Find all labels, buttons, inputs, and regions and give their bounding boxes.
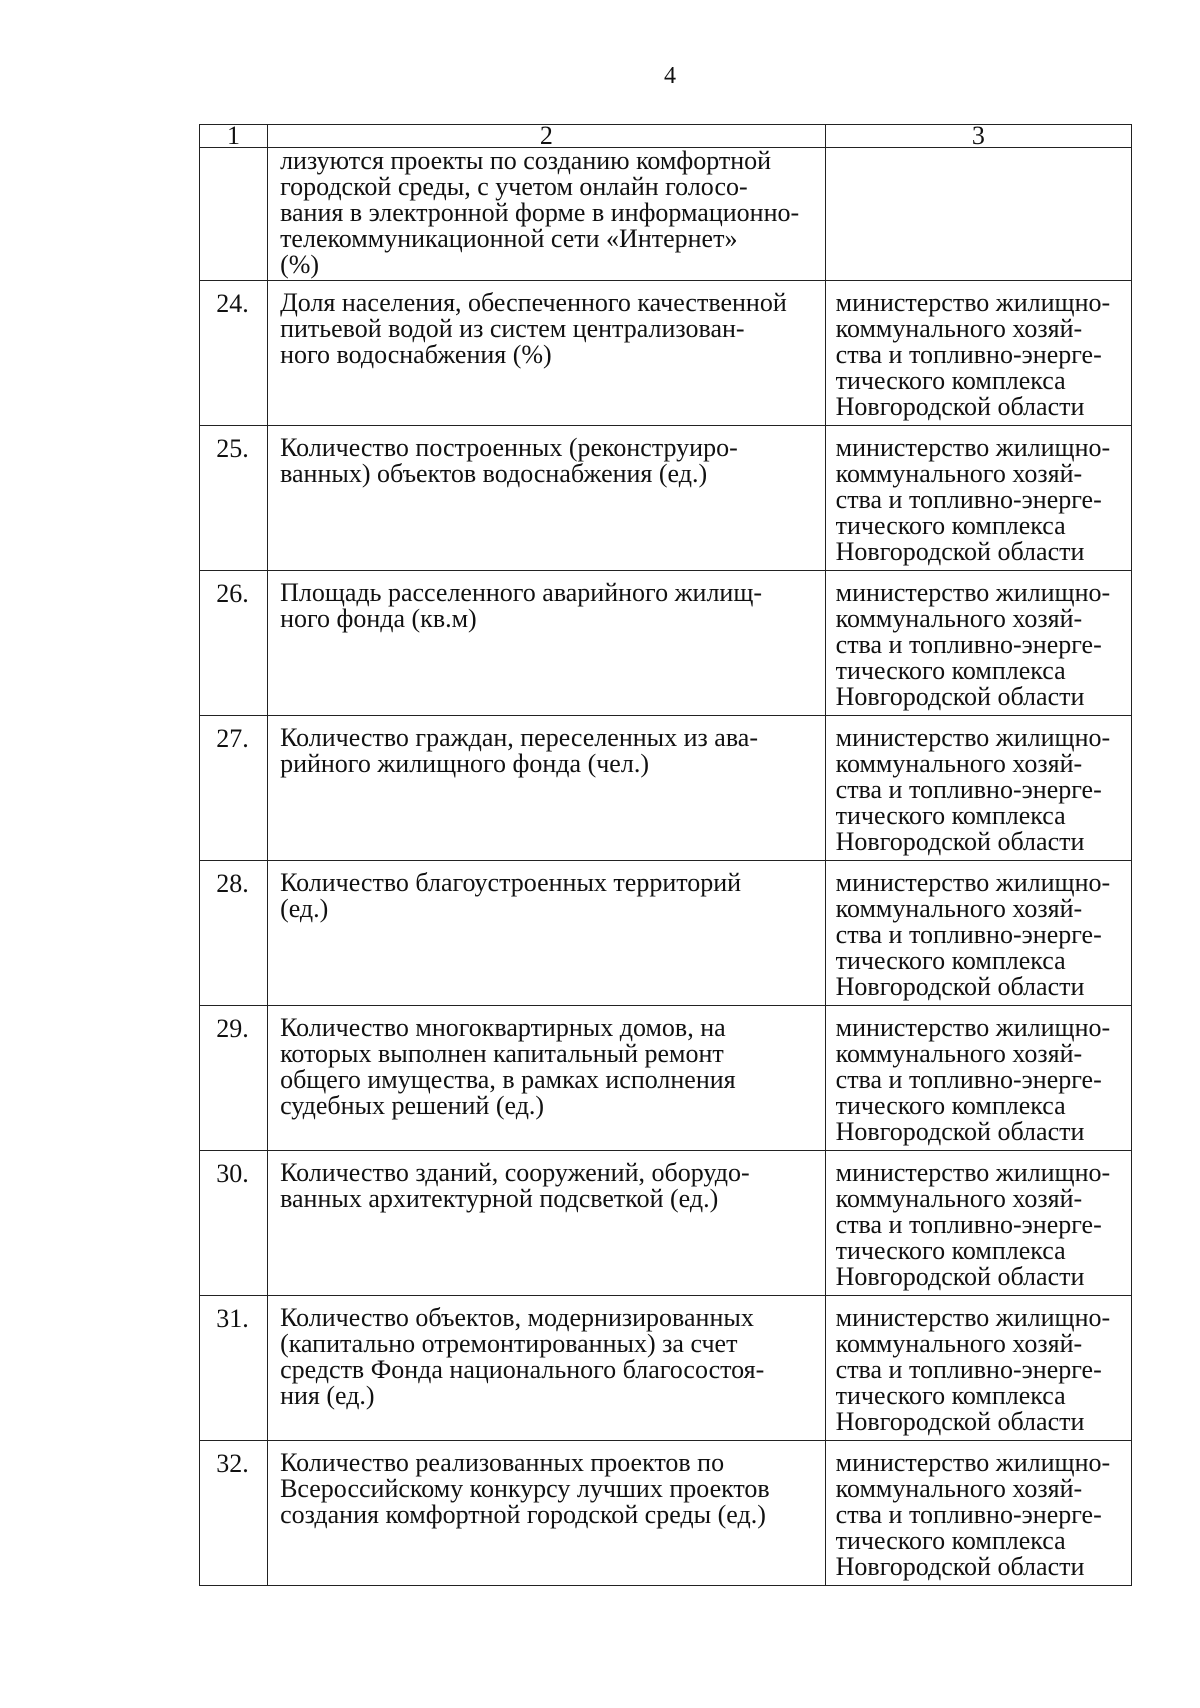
- responsible-line: тического комплекса: [835, 801, 1066, 830]
- responsible-line: тического комплекса: [835, 366, 1066, 395]
- indicator-description: [268, 426, 826, 571]
- description-line: ного фонда (кв.м): [280, 604, 477, 633]
- indicator-description: [268, 1151, 826, 1296]
- description-line: вания в электронной форме в информационно-: [280, 198, 800, 227]
- description-line: Количество построенных (реконструиро-: [280, 433, 738, 462]
- row-number: 29.: [200, 1006, 268, 1151]
- description-line: судебных решений (ед.): [280, 1091, 545, 1120]
- responsible-line: тического комплекса: [835, 511, 1066, 540]
- responsible-line: министерство жилищно-: [835, 1013, 1111, 1042]
- responsible-line: коммунального хозяй-: [835, 1474, 1083, 1503]
- description-line: Количество многоквартирных домов, на: [280, 1013, 726, 1042]
- responsible-line: министерство жилищно-: [835, 1303, 1111, 1332]
- table-row: [200, 1296, 1132, 1441]
- description-line: создания комфортной городской среды (ед.): [280, 1500, 766, 1529]
- responsible-line: министерство жилищно-: [835, 433, 1111, 462]
- description-line: ванных) объектов водоснабжения (ед.): [280, 459, 708, 488]
- table-row: [200, 426, 1132, 571]
- table-row: [200, 1441, 1132, 1586]
- description-line: которых выполнен капитальный ремонт: [280, 1039, 724, 1068]
- responsible-body: [825, 148, 1131, 281]
- responsible-line: тического комплекса: [835, 1091, 1066, 1120]
- description-line: Доля населения, обеспеченного качественной: [280, 288, 787, 317]
- description-line: Количество граждан, переселенных из ава-: [280, 723, 758, 752]
- indicator-description: [268, 1006, 826, 1151]
- responsible-line: тического комплекса: [835, 1526, 1066, 1555]
- responsible-line: Новгородской области: [835, 827, 1085, 856]
- indicator-description: [268, 861, 826, 1006]
- indicator-description: [268, 716, 826, 861]
- table-row: [200, 281, 1132, 426]
- indicator-description: [268, 281, 826, 426]
- description-line: средств Фонда национального благосостоя-: [280, 1355, 765, 1384]
- row-number: 24.: [200, 281, 268, 426]
- responsible-line: тического комплекса: [835, 656, 1066, 685]
- row-number: 27.: [200, 716, 268, 861]
- description-line: общего имущества, в рамках исполнения: [280, 1065, 736, 1094]
- responsible-line: ства и топливно-энерге-: [835, 1355, 1102, 1384]
- responsible-line: коммунального хозяй-: [835, 604, 1083, 633]
- description-line: (капитально отремонтированных) за счет: [280, 1329, 738, 1358]
- column-header-3: 3: [825, 125, 1131, 148]
- responsible-line: тического комплекса: [835, 1381, 1066, 1410]
- column-header-2: 2: [268, 125, 826, 148]
- description-line: рийного жилищного фонда (чел.): [280, 749, 649, 778]
- responsible-line: ства и топливно-энерге-: [835, 1500, 1102, 1529]
- responsible-body: [825, 1441, 1131, 1586]
- description-line: ния (ед.): [280, 1381, 375, 1410]
- responsible-line: ства и топливно-энерге-: [835, 485, 1102, 514]
- table-row: [200, 861, 1132, 1006]
- responsible-line: Новгородской области: [835, 392, 1085, 421]
- indicator-description: [268, 1441, 826, 1586]
- indicator-description: [268, 148, 826, 281]
- table-header-row: [200, 125, 1132, 148]
- description-line: телекоммуникационной сети «Интернет»: [280, 224, 738, 253]
- description-line: Количество объектов, модернизированных: [280, 1303, 754, 1332]
- table-row: [200, 148, 1132, 281]
- row-number: 30.: [200, 1151, 268, 1296]
- responsible-line: коммунального хозяй-: [835, 314, 1083, 343]
- responsible-line: Новгородской области: [835, 1552, 1085, 1581]
- responsible-line: коммунального хозяй-: [835, 1329, 1083, 1358]
- indicator-description: [268, 1296, 826, 1441]
- responsible-line: министерство жилищно-: [835, 1158, 1111, 1187]
- description-line: ванных архитектурной подсветкой (ед.): [280, 1184, 719, 1213]
- table-row: [200, 1151, 1132, 1296]
- description-line: Всероссийскому конкурсу лучших проектов: [280, 1474, 770, 1503]
- table-row: [200, 571, 1132, 716]
- responsible-line: Новгородской области: [835, 537, 1085, 566]
- row-number: 26.: [200, 571, 268, 716]
- row-number: 28.: [200, 861, 268, 1006]
- description-line: Площадь расселенного аварийного жилищ-: [280, 578, 763, 607]
- responsible-line: министерство жилищно-: [835, 868, 1111, 897]
- responsible-line: министерство жилищно-: [835, 288, 1111, 317]
- responsible-line: ства и топливно-энерге-: [835, 920, 1102, 949]
- description-line: питьевой водой из систем централизован-: [280, 314, 745, 343]
- description-line: Количество благоустроенных территорий: [280, 868, 742, 897]
- responsible-line: Новгородской области: [835, 1262, 1085, 1291]
- responsible-body: [825, 571, 1131, 716]
- responsible-line: ства и топливно-энерге-: [835, 630, 1102, 659]
- responsible-line: тического комплекса: [835, 1236, 1066, 1265]
- responsible-body: [825, 861, 1131, 1006]
- responsible-line: ства и топливно-энерге-: [835, 1210, 1102, 1239]
- description-line: ного водоснабжения (%): [280, 340, 552, 369]
- responsible-line: Новгородской области: [835, 1117, 1085, 1146]
- responsible-line: тического комплекса: [835, 946, 1066, 975]
- responsible-body: [825, 426, 1131, 571]
- responsible-line: коммунального хозяй-: [835, 749, 1083, 778]
- responsible-line: министерство жилищно-: [835, 1448, 1111, 1477]
- responsible-line: ства и топливно-энерге-: [835, 1065, 1102, 1094]
- indicators-table: [199, 121, 1132, 1586]
- description-line: городской среды, с учетом онлайн голосо-: [280, 172, 748, 201]
- row-number: [200, 148, 268, 281]
- table-row: [200, 1006, 1132, 1151]
- responsible-line: коммунального хозяй-: [835, 1039, 1083, 1068]
- responsible-line: министерство жилищно-: [835, 723, 1111, 752]
- row-number: 32.: [200, 1441, 268, 1586]
- description-line: Количество зданий, сооружений, оборудо-: [280, 1158, 750, 1187]
- responsible-body: [825, 1006, 1131, 1151]
- responsible-body: [825, 1296, 1131, 1441]
- table-row: [200, 716, 1132, 861]
- responsible-line: ства и топливно-энерге-: [835, 340, 1102, 369]
- responsible-line: коммунального хозяй-: [835, 894, 1083, 923]
- indicator-description: [268, 571, 826, 716]
- responsible-body: [825, 716, 1131, 861]
- responsible-line: ства и топливно-энерге-: [835, 775, 1102, 804]
- row-number: 31.: [200, 1296, 268, 1441]
- description-line: (ед.): [280, 894, 329, 923]
- description-line: (%): [280, 250, 320, 279]
- description-line: Количество реализованных проектов по: [280, 1448, 725, 1477]
- responsible-line: коммунального хозяй-: [835, 459, 1083, 488]
- responsible-body: [825, 281, 1131, 426]
- description-line: лизуются проекты по созданию комфортной: [280, 146, 772, 175]
- responsible-body: [825, 1151, 1131, 1296]
- responsible-line: Новгородской области: [835, 682, 1085, 711]
- responsible-line: министерство жилищно-: [835, 578, 1111, 607]
- responsible-line: Новгородской области: [835, 1407, 1085, 1436]
- page-number: 4: [664, 63, 676, 89]
- row-number: 25.: [200, 426, 268, 571]
- column-header-1: 1: [200, 125, 268, 148]
- responsible-line: Новгородской области: [835, 972, 1085, 1001]
- responsible-line: коммунального хозяй-: [835, 1184, 1083, 1213]
